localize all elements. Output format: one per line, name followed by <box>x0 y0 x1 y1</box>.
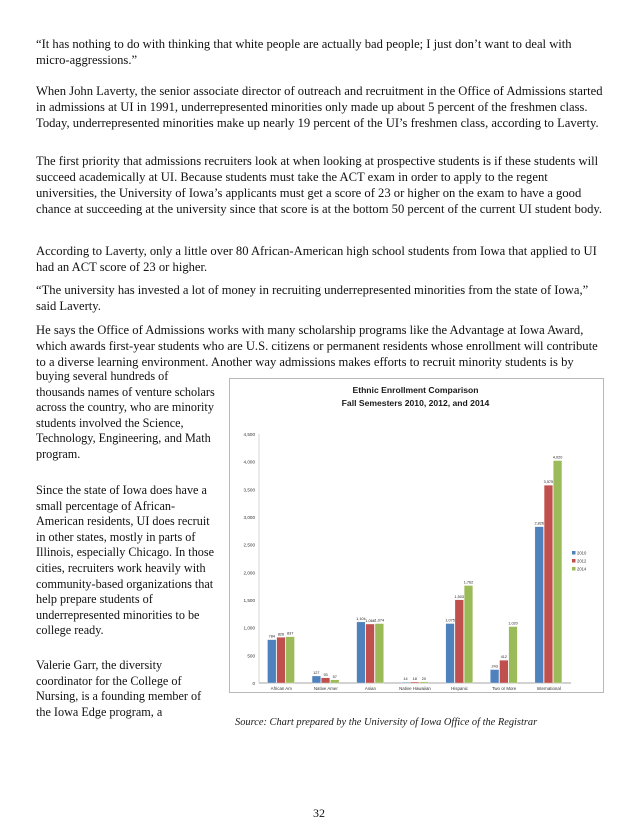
x-tick-label: Asian <box>364 686 376 691</box>
paragraph-valerie-garr: Valerie Garr, the diversity coordinator for the College of Nursing, is a founding member of the Iowa Edge program, a <box>36 658 202 719</box>
data-label: 837 <box>287 631 294 636</box>
x-tick-label: Two or More <box>491 686 517 691</box>
legend-label-2010: 2010 <box>577 550 587 556</box>
chart-title: Ethnic Enrollment Comparison <box>352 385 479 395</box>
page-number: 32 <box>313 806 325 820</box>
data-label: 1,074 <box>374 618 385 623</box>
paragraph-african-american-count: According to Laverty, only a little over 80 African-American high school students from Iowa that applied to UI had an ACT score of 23 or higher. <box>36 244 597 274</box>
bar-2010-2 <box>357 622 366 683</box>
x-tick-label: International <box>536 686 561 691</box>
bar-2014-2 <box>375 624 384 683</box>
data-label: 4,020 <box>552 455 563 460</box>
data-label: 2,826 <box>534 521 544 526</box>
legend-swatch-2014 <box>572 567 576 571</box>
enrollment-bar-chart <box>229 378 602 691</box>
y-tick-label: 4,000 <box>243 459 255 465</box>
bar-2014-5 <box>509 627 518 683</box>
y-tick-label: 1,000 <box>243 625 255 631</box>
data-label: 784 <box>268 634 275 639</box>
y-tick-label: 2,500 <box>243 542 255 548</box>
y-tick-label: 4,500 <box>243 432 255 437</box>
bar-2012-3 <box>410 682 419 683</box>
legend-label-2014: 2014 <box>577 566 587 572</box>
data-label: 18 <box>412 677 417 682</box>
paragraph-venture-scholars: buying several hundreds of thousands names of venture scholars across the country, who are minority students involved the Science, Technology, Engineering, and Math program. <box>36 369 215 461</box>
data-label: 1,762 <box>463 580 474 585</box>
data-label: 1,066 <box>365 619 375 624</box>
bar-2010-4 <box>446 624 455 683</box>
y-tick-label: 0 <box>252 681 255 686</box>
bar-2012-1 <box>321 678 330 683</box>
x-tick-label: Native Hawaiian <box>399 686 431 691</box>
paragraph-laverty-intro: When John Laverty, the senior associate director of outreach and recruitment in the Office of Admissions started in admissions at UI in 1991, underrepresented minorities only made up about 5 percent of the freshmen class. Today, underrepresented minorities make up nearly 19 percent of the UI’s freshmen class, according to Laverty. <box>36 84 603 130</box>
data-label: 412 <box>500 655 508 660</box>
data-label: 14 <box>403 677 408 682</box>
data-label: 243 <box>491 664 498 669</box>
data-label: 1,075 <box>445 618 455 623</box>
bar-2010-6 <box>535 527 544 683</box>
paragraph-investment-quote: “The university has invested a lot of money in recruiting underrepresented minorities from the state of Iowa,” said Laverty. <box>36 283 589 313</box>
y-tick-label: 3,500 <box>243 487 255 493</box>
data-label: 826 <box>277 632 285 637</box>
bar-2010-0 <box>267 640 276 683</box>
paragraph-scholarship-programs: He says the Office of Admissions works with many scholarship programs like the Advantage at Iowa Award, which awards first-year students who are U.S. citizens or permanent residents whose enrollment will contribute to a diverse learning environment. Another way admissions makes efforts to recruit minority students is by <box>36 323 598 369</box>
bar-2014-4 <box>464 586 473 683</box>
legend-swatch-2010 <box>572 551 576 555</box>
bar-2014-3 <box>420 682 429 683</box>
data-label: 1,020 <box>508 621 518 626</box>
data-label: 57 <box>332 674 337 679</box>
paragraph-out-of-state-recruiting: Since the state of Iowa does have a small percentage of African-American residents, UI does recruit in other states, mostly in parts of Illinois, especially Chicago. In those cities, recruiters work heavily with community-based organizations that help prepare students of underrepresented minorities to be college ready. <box>36 483 215 638</box>
y-tick-label: 1,500 <box>243 598 255 603</box>
data-label: 93 <box>323 672 328 677</box>
bar-2012-4 <box>455 600 464 683</box>
bar-2010-5 <box>490 670 499 683</box>
bar-2014-1 <box>330 680 339 683</box>
data-label: 1,503 <box>454 594 465 599</box>
bar-2012-5 <box>500 660 509 683</box>
x-tick-label: Native Amer <box>313 686 338 691</box>
legend-swatch-2012 <box>572 559 576 563</box>
data-label: 3,575 <box>543 480 554 485</box>
chart-source-caption: Source: Chart prepared by the University of Iowa Office of the Registrar <box>235 717 538 728</box>
paragraph-quote: “It has nothing to do with thinking that white people are actually bad people; I just don’t want to deal with micro-aggressions.” <box>36 37 572 67</box>
paragraph-act-requirement: The first priority that admissions recruiters look at when looking at prospective students is if these students will succeed academically at UI. Because students must take the ACT exam in order to apply to the regent universities, the University of Iowa’s applicants must get a score of 23 or higher on the exam to have a good chance at succeeding at the university since that score is at the bottom 50 percent of the current UI student body. <box>36 154 603 216</box>
x-tick-label: African Am <box>270 686 292 691</box>
x-tick-label: Hispanic <box>451 686 468 691</box>
bar-2012-6 <box>544 485 553 683</box>
legend-label-2012: 2012 <box>577 558 587 564</box>
bar-2010-1 <box>312 676 321 683</box>
bar-2012-0 <box>277 637 286 683</box>
y-tick-label: 3,000 <box>243 515 255 520</box>
data-label: 127 <box>313 670 320 675</box>
bar-2014-0 <box>286 637 295 683</box>
bar-2012-2 <box>366 624 375 683</box>
y-tick-label: 500 <box>247 653 255 659</box>
chart-subtitle: Fall Semesters 2010, 2012, and 2014 <box>341 398 490 408</box>
data-label: 20 <box>421 676 427 681</box>
bar-2014-6 <box>553 461 562 683</box>
y-tick-label: 2,000 <box>243 570 255 576</box>
data-label: 1,104 <box>356 616 366 621</box>
bar-2010-3 <box>401 682 410 683</box>
